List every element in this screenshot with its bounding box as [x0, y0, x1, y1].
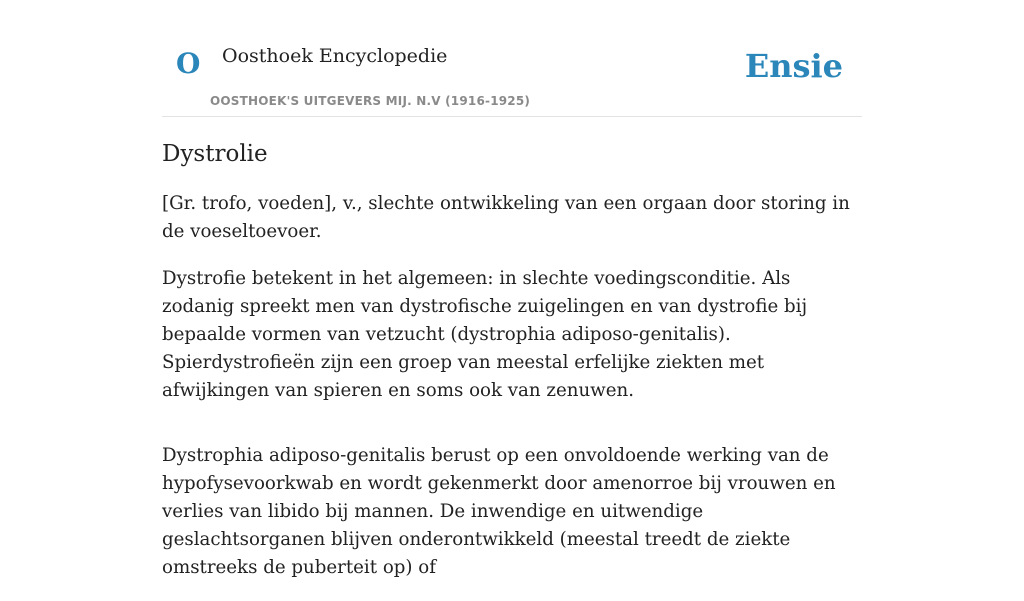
- article-paragraph: [Gr. trofo, voeden], v., slechte ontwikkeling van een orgaan door storing in de voeseltoevoer.: [162, 193, 850, 242]
- article: [162, 138, 862, 601]
- publisher-logo[interactable]: O: [176, 47, 201, 80]
- article-paragraph: Dystrophia adiposo-genitalis berust op een onvoldoende werking van de hypofysevoorkwab en wordt gekenmerkt door amenorroe bij vrouwen en verlies van libido bij mannen. De inwendige en uitwendige geslachtsorganen blijven onderontwikkeld (meestal treedt de ziekte omstreeks de puberteit op) of: [162, 445, 836, 578]
- article-paragraph: Dystrofie betekent in het algemeen: in slechte voedingsconditie. Als zodanig spreekt men van dystrofische zuigelingen en van dystrofie bij bepaalde vormen van vetzucht (dystrophia adiposo-genitalis). Spierdystrofieën zijn een groep van meestal erfelijke ziekten met afwijkingen van spieren en soms ook van zenuwen.: [162, 268, 808, 401]
- publication-title[interactable]: Oosthoek Encyclopedie: [222, 45, 448, 67]
- article-headword: Dystrolie: [162, 141, 268, 167]
- brand-logo-link[interactable]: Ensie: [744, 47, 843, 85]
- site-header: [162, 0, 862, 117]
- publication-subtitle: OOSTHOEK'S UITGEVERS MIJ. N.V (1916-1925): [210, 94, 531, 108]
